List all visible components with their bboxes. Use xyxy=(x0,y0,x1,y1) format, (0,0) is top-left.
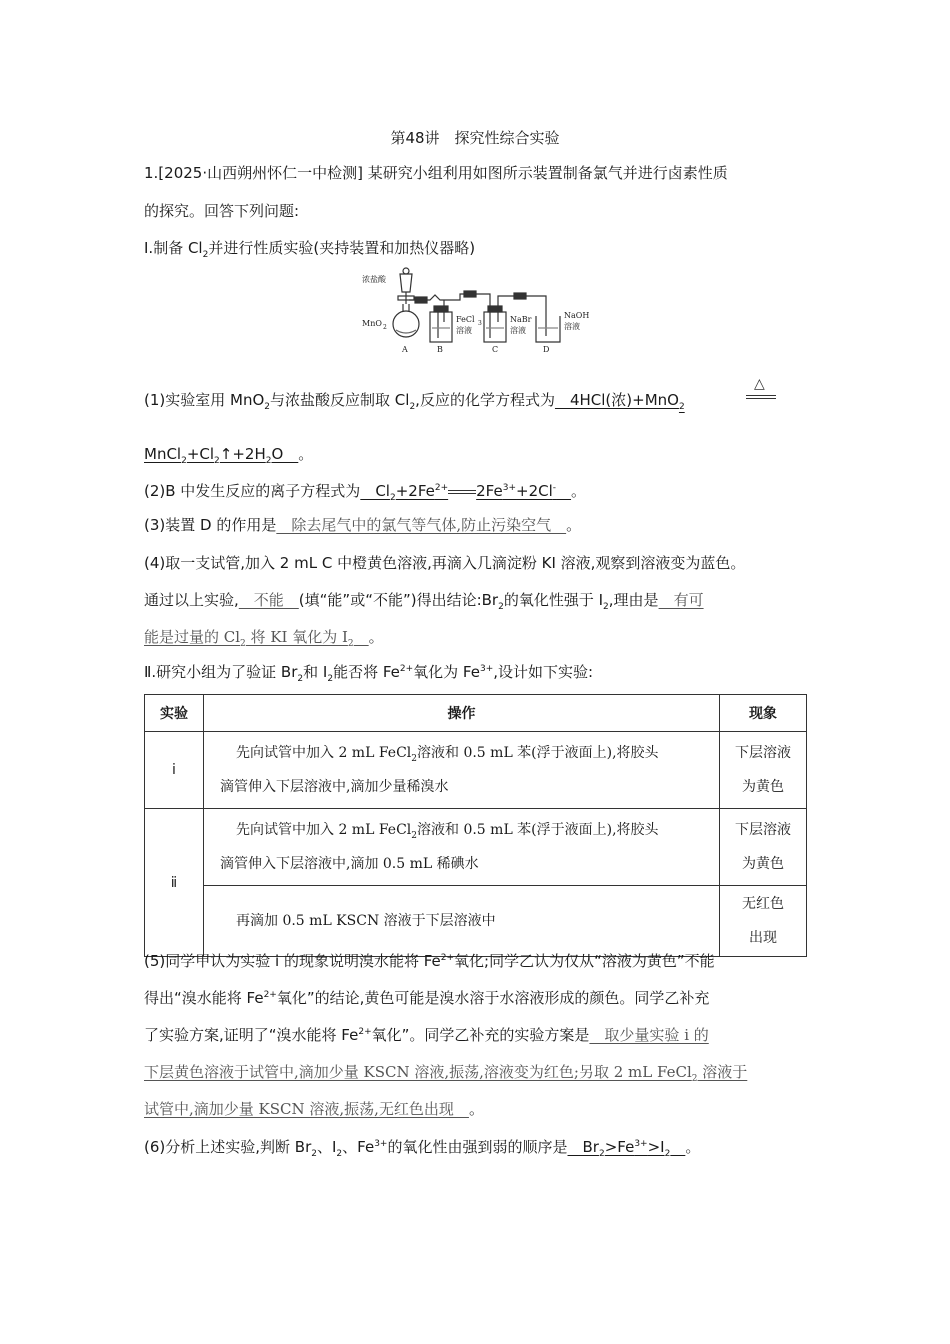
heat-symbol: △ xyxy=(754,376,765,392)
sub-question-1: (1)实验室用 MnO$_2$与浓盐酸反应制取 $Cl_2$,反应的化学方程式为 4HCl(浓)+MnO$_2$ xyxy=(144,391,685,412)
answer-5-cont: 试管中,滴加少量 KSCN 溶液,振荡,无红色出现 。 xyxy=(144,1100,484,1118)
answer-5: 下层黄色溶液于试管中,滴加少量 KSCN 溶液,振荡,溶液变为红色;另取 2 mL FeCl$_2$ 溶液于 xyxy=(144,1063,748,1084)
label-a: A xyxy=(402,345,408,354)
table-row: ⅰ 先向试管中加入 2 mL FeCl$_2$溶液和 0.5 mL 苯(浮于液面上),将胶头 滴管伸入下层溶液中,滴加少量稀溴水 下层溶液 为黄色 xyxy=(145,732,807,809)
svg-text:溶液: 溶液 xyxy=(456,326,472,335)
sub-question-3: (3)装置 D 的作用是 除去尾气中的氯气等气体,防止污染空气 。 xyxy=(144,516,582,534)
question-1-stem: 1.[2025·山西朔州怀仁一中检测] 某研究小组利用如图所示装置制备氯气并进行卤素性质 xyxy=(144,164,728,182)
answer-3: 除去尾气中的氯气等气体,防止污染空气 xyxy=(276,516,567,534)
label-c: C xyxy=(492,345,499,354)
svg-text:2: 2 xyxy=(383,324,387,331)
equation-line-2 xyxy=(746,398,776,399)
label-nabr: NaBr xyxy=(510,315,532,324)
page-title: 第48讲 探究性综合实验 xyxy=(390,129,560,147)
sub-question-5-cont2: 了实验方案,证明了“溴水能将 $Fe^{2+}$氧化”。同学乙补充的实验方案是 取少量实验 ⅰ 的 xyxy=(144,1026,709,1044)
header-operation: 操作 xyxy=(204,695,720,732)
sub-question-2: (2)B 中发生反应的离子方程式为 $Cl_2+2Fe^{2+}$ $2Fe^{3+}+2Cl^-$ 。 xyxy=(144,482,587,503)
question-1-stem-cont: 的探究。回答下列问题: xyxy=(144,202,300,220)
label-naoh: NaOH xyxy=(564,311,590,320)
equation-line xyxy=(746,395,776,396)
table-row: ⅱ 先向试管中加入 2 mL FeCl$_2$溶液和 0.5 mL 苯(浮于液面上),将胶头 滴管伸入下层溶液中,滴加 0.5 mL 稀碘水 下层溶液 为黄色 xyxy=(145,809,807,886)
svg-text:溶液: 溶液 xyxy=(510,326,526,335)
answer-1b: $MnCl_2+Cl_2↑+2H_2O$ 。 xyxy=(144,445,314,466)
sub-question-4-cont: 通过以上实验, 不能 (填“能”或“不能”)得出结论$:Br_2$的氧化性强于 $I_2$,理由是 有可 xyxy=(144,591,704,612)
part-1-heading: Ⅰ.制备 $Cl_2$并进行性质实验(夹持装置和加热仪器略) xyxy=(144,239,476,260)
answer-2: $Cl_2+2Fe^{2+}$ $2Fe^{3+}+2Cl^-$ xyxy=(360,482,557,503)
experiment-table xyxy=(144,694,807,957)
svg-text:3: 3 xyxy=(478,320,482,327)
label-fecl3: FeCl xyxy=(456,315,475,324)
header-phenomenon: 现象 xyxy=(720,695,807,732)
table-row: 再滴加 0.5 mL KSCN 溶液于下层溶液中 无红色 出现 xyxy=(145,886,807,957)
sub-question-5-cont: 得出“溴水能将 $Fe^{2+}$氧化”的结论,黄色可能是溴水溶于水溶液形成的颜色。同学乙补充 xyxy=(144,989,710,1007)
svg-text:溶液: 溶液 xyxy=(564,322,580,331)
apparatus-diagram xyxy=(360,266,600,358)
answer-1a: 4HCl(浓)+MnO xyxy=(554,391,679,409)
answer-4a: 不能 xyxy=(238,591,299,609)
part-2-heading: Ⅱ.研究小组为了验证 $Br_2$和 $I_2$能否将 $Fe^{2+}$氧化为 $Fe^{3+}$,设计如下实验: xyxy=(144,663,594,684)
label-mno2: MnO xyxy=(362,319,382,328)
sub-question-4: (4)取一支试管,加入 2 mL C 中橙黄色溶液,再滴入几滴淀粉 KI 溶液,观察到溶液变为蓝色。 xyxy=(144,554,746,572)
label-b: B xyxy=(437,345,443,354)
label-hcl: 浓盐酸 xyxy=(362,275,386,284)
sub-question-6: (6)分析上述实验,判断 $Br_2$、$I_2$、$Fe^{3+}$的氧化性由强到弱的顺序是 $Br_2>Fe^{3+}>I_2$ 。 xyxy=(144,1138,701,1159)
label-d: D xyxy=(543,345,550,354)
sub-question-5: (5)同学甲认为实验 ⅰ 的现象说明溴水能将 $Fe^{2+}$氧化;同学乙认为仅从“溶液为黄色”不能 xyxy=(144,952,715,970)
answer-6: $Br_2>Fe^{3+}>I_2$ xyxy=(567,1138,671,1159)
header-experiment: 实验 xyxy=(145,695,204,732)
answer-4b: 能是过量的 $Cl_2$ 将 KI 氧化为 $I_2$ 。 xyxy=(144,628,384,649)
